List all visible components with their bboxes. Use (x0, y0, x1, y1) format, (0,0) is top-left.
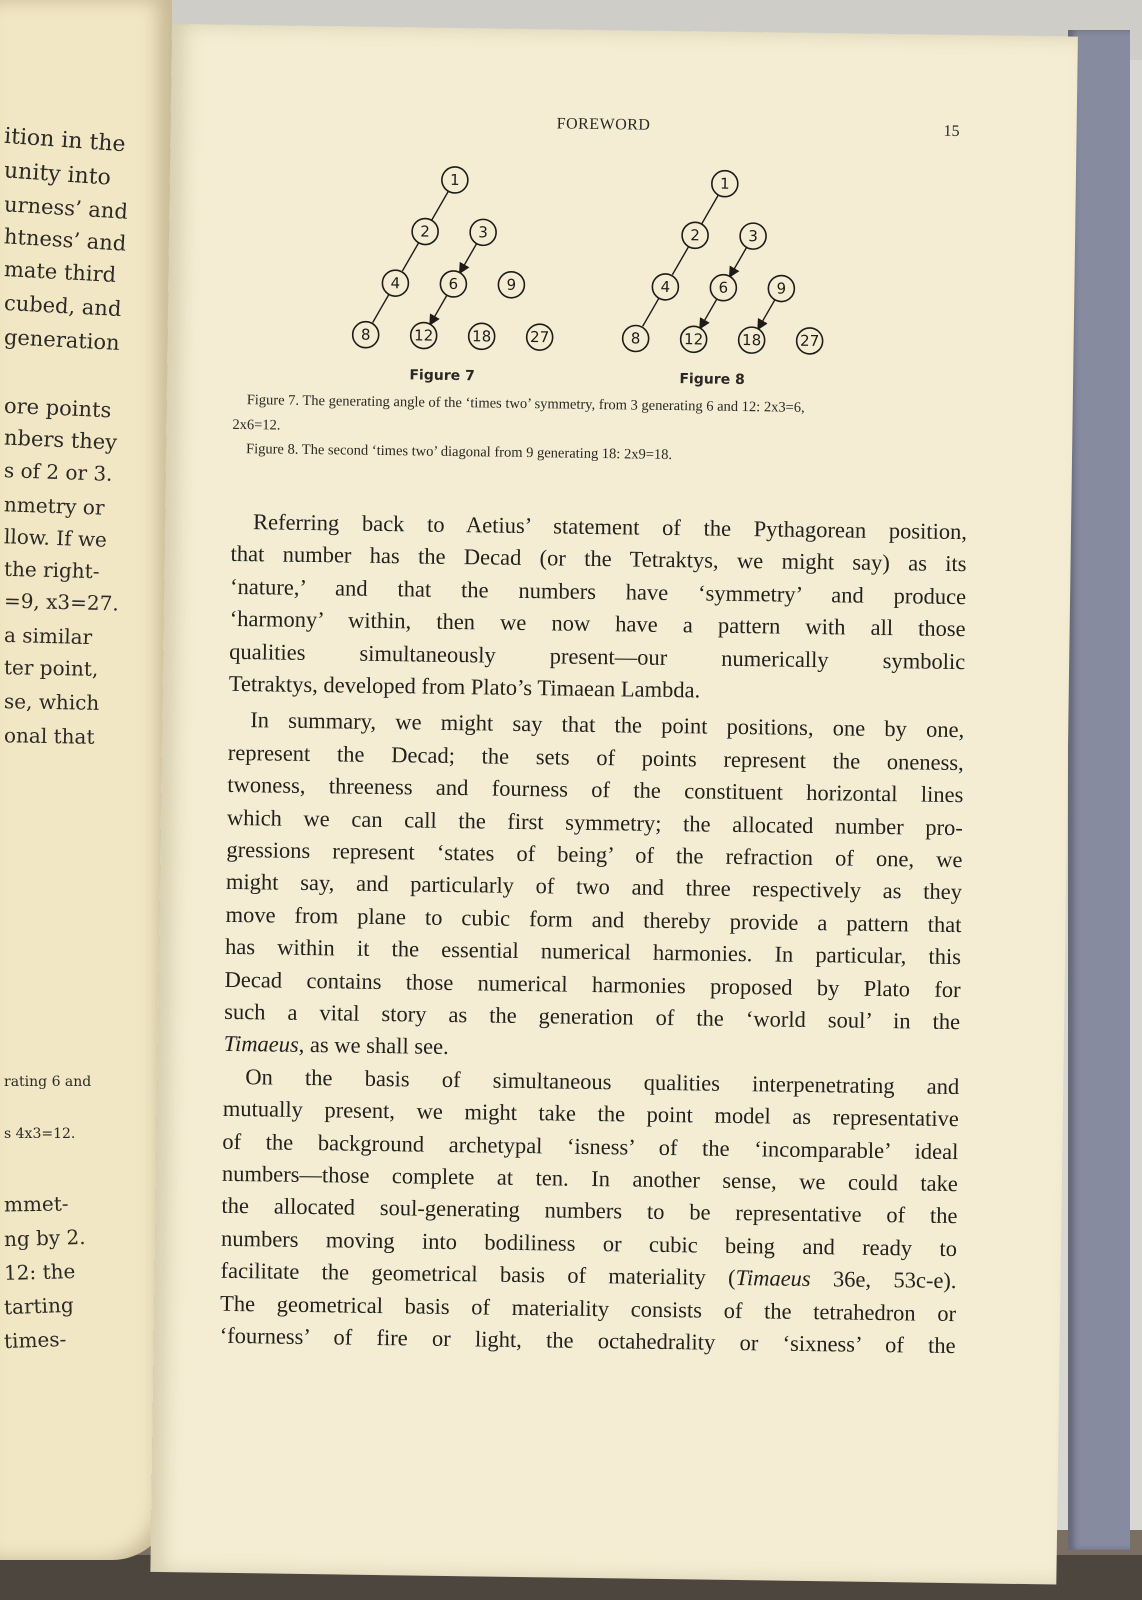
running-header: FOREWORD (556, 115, 651, 134)
number-node-label: 6 (448, 274, 459, 294)
body-line: numbers moving into bodiliness or cubic being and ready to (220, 1225, 958, 1261)
number-node-label: 2 (690, 226, 700, 245)
left-page-line: the right- (3, 556, 100, 584)
figure-8-caption: Figure 8. The second ‘times two’ diagonal from 9 generating 18: 2x9=18. (245, 441, 673, 464)
body-line: The geometrical basis of materiality consists of the tetrahedron or (219, 1290, 957, 1326)
body-line: Timaeus, as we shall see. (223, 1031, 449, 1060)
generation-arrow (460, 243, 476, 272)
left-page-line: ng by 2. (3, 1224, 86, 1252)
body-line: has within it the essential numerical harmonies. In particular, this (224, 934, 962, 970)
left-page-line: 12: the (3, 1259, 76, 1285)
right-page (150, 24, 1078, 1584)
body-line: In summary, we might say that the point positions, one by one, (250, 707, 965, 743)
body-line: might say, and particularly of two and three respectively as they (225, 869, 963, 905)
figures-diagram (167, 24, 1078, 397)
body-line: such a vital story as the generation of the ‘world soul’ in the (224, 998, 961, 1035)
diagonal-line (643, 298, 659, 327)
number-node-label: 12 (683, 330, 704, 349)
number-node-label: 12 (414, 326, 434, 345)
generation-arrow (730, 247, 746, 276)
figure-7-caption-continued: 2x6=12. (232, 416, 281, 434)
left-page-line: s of 2 or 3. (3, 458, 113, 486)
left-page-line: a similar (3, 622, 93, 650)
left-page-line: s 4x3=12. (4, 1126, 76, 1142)
left-page-line: onal that (3, 723, 95, 749)
left-page-line: ter point, (3, 655, 99, 681)
number-node-label: 6 (718, 278, 729, 297)
number-node-label: 27 (799, 331, 820, 351)
number-node-label: 1 (719, 174, 730, 193)
number-node-label: 8 (630, 329, 641, 348)
number-node-label: 2 (420, 222, 431, 241)
left-page-line: unity into (3, 158, 112, 191)
number-node-label: 4 (660, 277, 671, 296)
number-node-label: 9 (776, 279, 787, 298)
body-line: gressions represent ‘states of being’ of the refraction of one, we (226, 836, 963, 873)
body-line: qualities simultaneously present—our numerically symbolic (229, 638, 966, 674)
left-page-line: cubed, and (3, 290, 123, 322)
body-line: Tetraktys, developed from Plato’s Timaean Lambda. (228, 670, 701, 703)
left-page-line: tarting (3, 1292, 75, 1320)
body-line: twoness, threeness and fourness of the constituent horizontal lines (227, 772, 964, 808)
left-page-line: ore points (3, 393, 112, 423)
body-line: the allocated soul-generating numbers to be representative of the (221, 1193, 958, 1229)
number-node-label: 3 (748, 227, 758, 246)
left-page-line: ition in the (3, 123, 127, 158)
left-page-line: urness’ and (3, 192, 129, 224)
body-line: Referring back to Aetius’ statement of the Pythagorean position, (252, 509, 968, 545)
generation-arrow (431, 295, 447, 324)
diagonal-line (373, 294, 389, 323)
body-line: ‘fourness’ of fire or light, the octahedrality or ‘sixness’ of the (219, 1322, 956, 1359)
left-page-line: llow. If we (3, 524, 108, 552)
page-number: 15 (943, 122, 960, 141)
number-node-label: 18 (471, 327, 492, 346)
body-line: On the basis of simultaneous qualities interpenetrating and (245, 1063, 960, 1099)
left-page-line: se, which (3, 689, 100, 715)
left-page-line: generation (3, 324, 121, 356)
figure-8 (622, 169, 825, 389)
left-page-line: rating 6 and (4, 1074, 92, 1090)
generation-arrow (759, 300, 775, 329)
body-line: mutually present, we might take the point model as representative (222, 1096, 959, 1132)
number-node-label: 1 (449, 170, 460, 190)
number-node-label: 8 (360, 325, 371, 344)
figure-7 (352, 166, 555, 386)
figure-label: Figure 8 (679, 371, 745, 389)
number-node-label: 18 (741, 330, 762, 350)
left-page-line: nbers they (3, 425, 118, 455)
body-line: numbers—those complete at ten. In another sense, we could take (221, 1160, 959, 1197)
left-page-line: times- (3, 1326, 67, 1354)
figure-label: Figure 7 (409, 367, 475, 385)
left-page-line: mmet- (3, 1191, 69, 1217)
left-page-line: mate third (3, 257, 117, 287)
number-node-label: 9 (506, 275, 517, 294)
left-page-line: =9, x3=27. (3, 588, 120, 616)
left-page (0, 0, 172, 1560)
body-line: ‘nature,’ and that the numbers have ‘symmetry’ and produce (229, 573, 967, 609)
body-line: Decad contains those numerical harmonies proposed by Plato for (224, 966, 961, 1002)
figure-7-caption: Figure 7. The generating angle of the ‘times two’ symmetry, from 3 generating 6 and 12: 2x3=6, (246, 392, 805, 416)
body-line: ‘harmony’ within, then we now have a pattern with all those (229, 606, 966, 642)
number-node-label: 4 (390, 274, 401, 293)
number-node-label: 27 (529, 328, 550, 347)
body-line: represent the Decad; the sets of points represent the oneness, (227, 739, 964, 775)
body-line: which we can call the first symmetry; the allocated number pro- (226, 804, 964, 840)
left-page-line: nmetry or (3, 492, 105, 520)
book-cover-edge (1068, 30, 1130, 1550)
body-line: facilitate the geometrical basis of materiality (Timaeus 36e, 53c-e). (220, 1257, 957, 1294)
body-line: move from plane to cubic form and thereby provide a pattern that (225, 901, 962, 937)
body-line: that number has the Decad (or the Tetraktys, we might say) as its (230, 541, 967, 577)
left-page-line: htness’ and (3, 224, 127, 256)
number-node-label: 3 (478, 223, 489, 242)
body-line: of the background archetypal ‘isness’ of the ‘incomparable’ ideal (222, 1128, 959, 1164)
generation-arrow (701, 299, 717, 328)
